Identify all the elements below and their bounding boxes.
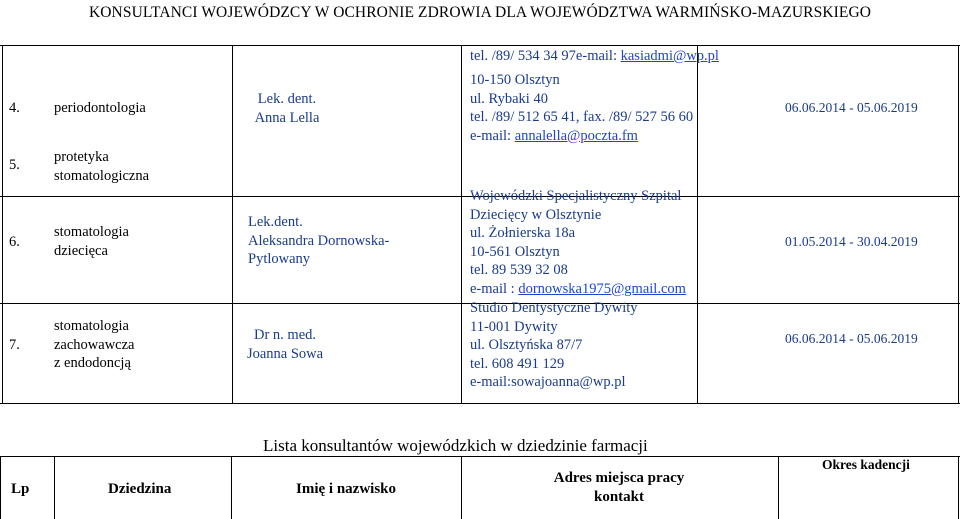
farmacja-header-adres-line: Adres miejsca pracy <box>553 470 685 486</box>
farmacja-col-divider <box>54 456 55 519</box>
row-7-name-line: Joanna Sowa <box>246 345 324 362</box>
row-6-kadencja: 01.05.2014 - 30.04.2019 <box>785 234 918 249</box>
top-contact-line <box>470 47 719 66</box>
col-divider <box>232 45 233 404</box>
row-6-email-prefix: e-mail : <box>470 280 519 297</box>
row-4-email-link[interactable]: annalella@poczta.fm <box>514 127 638 144</box>
farmacja-col-divider <box>958 456 959 519</box>
farmacja-header-dziedzina: Dziedzina <box>108 481 172 497</box>
farmacja-title: Lista konsultantów wojewódzkich w dziedzinie farmacji <box>263 436 648 455</box>
row-5-lp: 5. <box>9 157 20 173</box>
row-6-dziedzina-line: stomatologia <box>54 224 129 240</box>
page-header: KONSULTANCI WOJEWÓDZCY W OCHRONIE ZDROWIA DLA WOJEWÓDZTWA WARMIŃSKO-MAZURSKIEGO <box>88 4 872 21</box>
row-4-address <box>470 71 693 145</box>
row-6-address-line: tel. 89 539 32 08 <box>470 262 568 278</box>
row-6-dziedzina <box>54 223 129 260</box>
row-7-address-line: 11-001 Dywity <box>470 318 558 335</box>
row-4-name-line: Lek. dent. <box>257 91 317 107</box>
row-4-dziedzina: periodontologia <box>54 100 146 116</box>
row-5-dziedzina <box>54 148 149 185</box>
col-divider <box>697 45 698 404</box>
row-7-address-line: tel. 608 491 129 <box>470 355 565 372</box>
row-6-address-line: Dziecięcy w Olsztynie <box>470 206 602 223</box>
row-5-dziedzina-line: stomatologiczna <box>54 167 150 184</box>
row-7-address-line: e-mail:sowajoanna@wp.pl <box>470 374 626 390</box>
row-7-name-line: Dr n. med. <box>253 327 316 343</box>
row-6-email-line <box>470 280 686 299</box>
row-6-name-line: Pytlowany <box>248 251 311 267</box>
row-4-lp: 4. <box>9 100 20 116</box>
row-7-dziedzina <box>54 317 135 373</box>
row-6-address <box>470 187 686 298</box>
row-4-address-line: ul. Rybaki 40 <box>470 90 548 107</box>
row-6-address-line: ul. Żołnierska 18a <box>470 225 576 241</box>
row-6-name <box>248 213 389 269</box>
row-4-address-line: tel. /89/ 512 65 41, fax. /89/ 527 56 60 <box>470 109 694 125</box>
farmacja-top-border <box>0 456 960 457</box>
row-7-dziedzina-line: stomatologia <box>54 318 129 334</box>
row-6-name-line: Lek.dent. <box>248 214 303 230</box>
row-4-name-line: Anna Lella <box>254 109 320 126</box>
col-divider <box>461 45 462 404</box>
row-5-dziedzina-line: protetyka <box>54 149 109 165</box>
row-6-lp: 6. <box>9 234 20 250</box>
row-4-email-prefix: e-mail: <box>470 127 515 144</box>
row-7-address-line: Studio Dentystyczne Dywity <box>470 300 638 316</box>
farmacja-col-divider <box>461 456 462 519</box>
row-7-name <box>240 326 330 363</box>
col-divider <box>958 45 959 404</box>
farmacja-header-okres: Okres kadencji <box>822 457 910 472</box>
row-7-address <box>470 299 638 392</box>
row-7-kadencja: 06.06.2014 - 05.06.2019 <box>785 331 918 346</box>
row-6-name-line: Aleksandra Dornowska- <box>248 232 390 249</box>
row-6-email-link[interactable]: dornowska1975@gmail.com <box>518 280 686 297</box>
row-6-address-line: 10-561 Olsztyn <box>470 243 560 260</box>
row-4-email-line <box>470 127 693 146</box>
farmacja-header-adres-line: kontakt <box>593 489 645 505</box>
row-6-dziedzina-line: dziecięca <box>54 242 108 259</box>
table-bottom-border <box>0 403 960 404</box>
table-top-border <box>0 45 960 46</box>
farmacja-header-adres <box>540 469 698 507</box>
row-4-address-line: 10-150 Olsztyn <box>470 72 560 88</box>
top-email-link[interactable]: kasiadmi@wp.pl <box>620 48 719 64</box>
top-contact-prefix: tel. /89/ 534 34 97e-mail: <box>470 48 621 64</box>
row-7-dziedzina-line: z endodoncją <box>54 355 131 371</box>
row-6-address-line: Wojewódzki Specjalistyczny Szpital <box>470 188 682 204</box>
row-7-dziedzina-line: zachowawcza <box>54 336 135 353</box>
farmacja-col-divider <box>778 456 779 519</box>
row-4-name <box>237 90 337 127</box>
farmacja-header-imie: Imię i nazwisko <box>296 481 397 497</box>
row-7-address-line: ul. Olsztyńska 87/7 <box>470 337 583 353</box>
farmacja-col-divider <box>231 456 232 519</box>
row-7-lp: 7. <box>9 337 20 353</box>
farmacja-col-divider <box>0 456 1 519</box>
farmacja-header-lp: Lp <box>11 481 30 497</box>
col-divider <box>2 45 3 404</box>
row-4-kadencja: 06.06.2014 - 05.06.2019 <box>785 100 918 115</box>
